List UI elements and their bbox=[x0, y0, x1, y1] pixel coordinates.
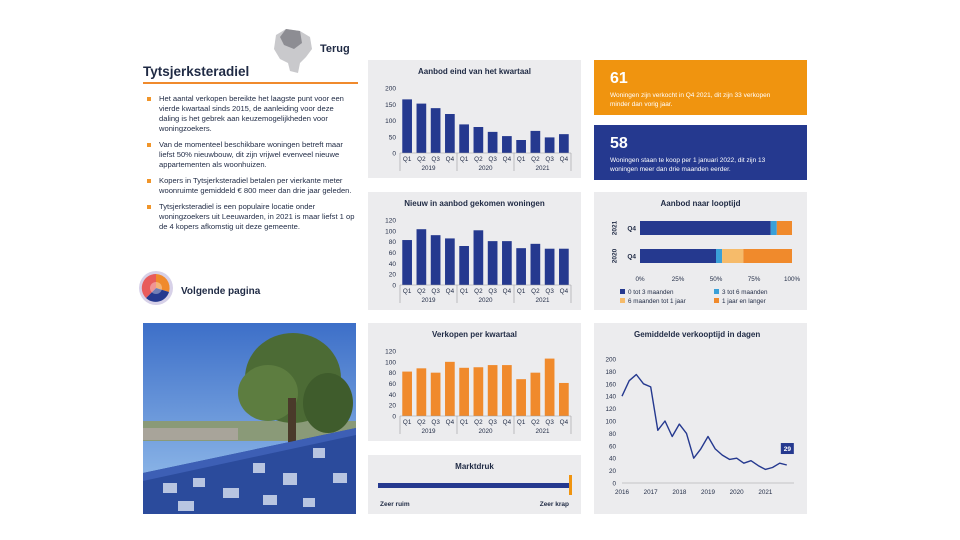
kpi-text: Woningen zijn verkocht in Q4 2021, dit zijn 33 verkopen minder dan vorig jaar. bbox=[610, 92, 771, 108]
bar bbox=[402, 240, 412, 285]
bar bbox=[417, 104, 427, 153]
kpi-sales-card bbox=[594, 60, 807, 115]
legend-swatch bbox=[714, 298, 719, 303]
stacked-bar-segment bbox=[722, 249, 743, 263]
bar bbox=[459, 246, 469, 285]
bar bbox=[402, 99, 412, 153]
x-tick-label: Q3 bbox=[545, 288, 554, 295]
x-tick-label: Q1 bbox=[402, 419, 412, 426]
y-tick-label: 60 bbox=[608, 443, 616, 451]
chart-title: Nieuw in aanbod gekomen woningen bbox=[404, 199, 545, 208]
y-tick-label: 200 bbox=[385, 85, 396, 93]
row-label: Q4 bbox=[627, 253, 636, 261]
year-label: 2021 bbox=[611, 220, 619, 236]
x-tick-label: Q3 bbox=[545, 419, 554, 426]
year-label: 2021 bbox=[535, 165, 550, 172]
municipality-map-icon[interactable] bbox=[270, 27, 316, 75]
chart-sale-time-panel bbox=[594, 323, 807, 514]
bar bbox=[502, 136, 512, 153]
x-tick-label: 2020 bbox=[729, 489, 744, 496]
bar bbox=[431, 373, 441, 416]
chart-sales-panel bbox=[368, 323, 581, 441]
y-tick-label: 140 bbox=[605, 393, 616, 401]
bar bbox=[474, 230, 484, 285]
x-tick-label: Q4 bbox=[559, 156, 569, 163]
x-tick-label: Q4 bbox=[445, 156, 455, 163]
title-underline bbox=[143, 82, 358, 84]
x-tick-label: Q3 bbox=[431, 288, 440, 295]
x-tick-label: 2017 bbox=[643, 489, 658, 496]
x-tick-label: Q2 bbox=[531, 419, 540, 426]
y-tick-label: 20 bbox=[388, 271, 396, 279]
bar bbox=[417, 368, 427, 416]
bar bbox=[445, 238, 455, 285]
stacked-bar-segment bbox=[777, 221, 792, 235]
bar bbox=[502, 241, 512, 285]
chart-title: Marktdruk bbox=[455, 462, 494, 471]
kpi-text: Woningen staan te koop per 1 januari 2022, dit zijn 13 woningen meer dan drie maanden eerder. bbox=[610, 157, 766, 173]
y-tick-label: 180 bbox=[605, 368, 616, 376]
bar bbox=[474, 127, 484, 153]
bar bbox=[516, 248, 526, 285]
bar bbox=[516, 379, 526, 416]
y-tick-label: 40 bbox=[388, 260, 396, 268]
x-tick-label: Q1 bbox=[459, 288, 469, 295]
chart-title: Aanbod eind van het kwartaal bbox=[418, 67, 531, 76]
x-tick-label: Q2 bbox=[531, 288, 540, 295]
gauge-track bbox=[378, 483, 571, 488]
chart-title: Aanbod naar looptijd bbox=[660, 199, 741, 208]
y-tick-label: 60 bbox=[388, 250, 396, 257]
bullet-item: Het aantal verkopen bereikte het laagste punt voor een vierde kwartaal sinds 2015, de aanleiding voor deze daling is het gebrek aan keuzemogelijkheden voor woningzoekers. bbox=[145, 94, 355, 134]
bar bbox=[502, 365, 512, 416]
gauge-right-label: Zeer krap bbox=[539, 501, 569, 508]
bar bbox=[474, 367, 484, 416]
duration-stacked-bar-chart bbox=[594, 192, 807, 310]
bar bbox=[559, 383, 569, 416]
y-tick-label: 120 bbox=[605, 406, 616, 414]
x-tick-label: Q1 bbox=[459, 419, 469, 426]
x-tick-label: Q1 bbox=[516, 419, 526, 426]
y-tick-label: 100 bbox=[385, 359, 396, 367]
year-label: 2021 bbox=[535, 297, 550, 304]
y-tick-label: 80 bbox=[388, 370, 396, 378]
x-tick-label: 2019 bbox=[700, 489, 716, 496]
x-tick-label: Q4 bbox=[445, 419, 455, 426]
next-page-icon[interactable] bbox=[138, 270, 178, 306]
year-label: 2020 bbox=[478, 297, 493, 304]
x-tick-label: Q3 bbox=[488, 419, 497, 426]
bar bbox=[488, 132, 498, 153]
legend-label: 0 tot 3 maanden bbox=[628, 289, 674, 296]
line-series bbox=[622, 375, 787, 470]
y-tick-label: 40 bbox=[388, 391, 396, 399]
y-tick-label: 100 bbox=[385, 228, 396, 236]
bar bbox=[417, 229, 427, 285]
y-tick-label: 0 bbox=[612, 480, 616, 488]
x-tick-label: Q1 bbox=[516, 156, 526, 163]
stacked-bar-segment bbox=[640, 249, 716, 263]
bar bbox=[516, 140, 526, 153]
x-tick-label: Q2 bbox=[474, 419, 483, 426]
x-tick-label: Q2 bbox=[474, 156, 483, 163]
chart-title: Gemiddelde verkooptijd in dagen bbox=[634, 330, 761, 339]
x-tick-label: 100% bbox=[783, 276, 801, 283]
bar bbox=[445, 114, 455, 153]
x-tick-label: Q2 bbox=[417, 419, 426, 426]
x-tick-label: Q4 bbox=[559, 419, 569, 426]
legend-swatch bbox=[714, 289, 719, 294]
bullet-item: Van de momenteel beschikbare woningen betreft maar liefst 50% nieuwbouw, dit zijn vrijwel evenveel nieuwe appartementen als woonhuizen. bbox=[145, 140, 355, 170]
x-tick-label: 50% bbox=[709, 276, 723, 283]
x-tick-label: Q1 bbox=[459, 156, 469, 163]
year-label: 2020 bbox=[478, 165, 493, 172]
bar bbox=[402, 372, 412, 416]
y-tick-label: 60 bbox=[388, 381, 396, 388]
year-label: 2021 bbox=[535, 428, 550, 435]
y-tick-label: 200 bbox=[605, 356, 616, 364]
x-tick-label: Q4 bbox=[502, 288, 512, 295]
sale-time-line-chart bbox=[594, 323, 807, 514]
legend-label: 6 maanden tot 1 jaar bbox=[628, 298, 686, 305]
x-tick-label: Q1 bbox=[402, 156, 412, 163]
market-pressure-panel bbox=[368, 455, 581, 514]
x-tick-label: Q3 bbox=[431, 419, 440, 426]
y-tick-label: 20 bbox=[388, 402, 396, 410]
sales-bar-chart bbox=[368, 323, 581, 441]
legend-label: 3 tot 6 maanden bbox=[722, 289, 768, 296]
stacked-bar-segment bbox=[716, 249, 722, 263]
y-tick-label: 20 bbox=[608, 468, 616, 476]
legend-swatch bbox=[620, 298, 625, 303]
last-value-label: 29 bbox=[783, 446, 791, 454]
page-title: Tytsjerksteradiel bbox=[143, 64, 250, 79]
x-tick-label: 75% bbox=[747, 276, 761, 283]
x-tick-label: Q3 bbox=[545, 156, 554, 163]
y-tick-label: 0 bbox=[392, 150, 396, 158]
y-tick-label: 80 bbox=[388, 239, 396, 247]
bullet-item: Tytsjerksteradiel is een populaire locatie onder woningzoekers uit Leeuwarden, in 2021 is maar liefst 1 op de 4 kopers afkomstig uit deze gemeente. bbox=[145, 202, 355, 232]
chart-title: Verkopen per kwartaal bbox=[432, 330, 517, 339]
year-label: 2019 bbox=[421, 428, 436, 435]
x-tick-label: 2016 bbox=[614, 489, 630, 496]
bar bbox=[545, 359, 555, 416]
y-tick-label: 80 bbox=[608, 430, 616, 438]
x-tick-label: Q2 bbox=[474, 288, 483, 295]
chart-duration-panel bbox=[594, 192, 807, 310]
bar bbox=[559, 249, 569, 285]
stacked-bar-segment bbox=[743, 249, 792, 263]
landscape-photo bbox=[143, 323, 356, 514]
supply-bar-chart bbox=[368, 60, 581, 178]
x-tick-label: 2018 bbox=[672, 489, 687, 496]
x-tick-label: 2021 bbox=[758, 489, 773, 496]
bar bbox=[431, 235, 441, 285]
bar bbox=[459, 368, 469, 416]
year-label: 2019 bbox=[421, 297, 436, 304]
bar bbox=[488, 365, 498, 416]
y-tick-label: 50 bbox=[388, 134, 396, 142]
x-tick-label: Q3 bbox=[431, 156, 440, 163]
y-tick-label: 40 bbox=[608, 455, 616, 463]
bar bbox=[545, 249, 555, 285]
chart-supply-panel bbox=[368, 60, 581, 178]
kpi-supply-card bbox=[594, 125, 807, 180]
year-label: 2020 bbox=[478, 428, 493, 435]
bar bbox=[459, 124, 469, 153]
x-tick-label: Q4 bbox=[502, 156, 512, 163]
bar bbox=[431, 108, 441, 153]
x-tick-label: Q2 bbox=[417, 288, 426, 295]
x-tick-label: Q1 bbox=[402, 288, 412, 295]
bar bbox=[488, 241, 498, 285]
y-tick-label: 0 bbox=[392, 413, 396, 421]
gauge-left-label: Zeer ruim bbox=[380, 501, 410, 508]
x-tick-label: 0% bbox=[635, 276, 645, 283]
bullet-item: Kopers in Tytsjerksteradiel betalen per vierkante meter woonruimte gemiddeld € 800 meer dan drie jaar geleden. bbox=[145, 176, 355, 196]
bar bbox=[445, 362, 455, 416]
x-tick-label: Q4 bbox=[559, 288, 569, 295]
year-label: 2019 bbox=[421, 165, 436, 172]
kpi-value: 61 bbox=[610, 70, 628, 87]
legend-label: 1 jaar en langer bbox=[722, 298, 766, 305]
x-tick-label: Q2 bbox=[531, 156, 540, 163]
y-tick-label: 120 bbox=[385, 348, 396, 356]
y-tick-label: 100 bbox=[605, 418, 616, 426]
stacked-bar-segment bbox=[771, 221, 777, 235]
y-tick-label: 160 bbox=[605, 381, 616, 389]
chart-new-listings-panel bbox=[368, 192, 581, 310]
x-tick-label: 25% bbox=[671, 276, 685, 283]
back-button[interactable]: Terug bbox=[320, 43, 350, 55]
new-listings-bar-chart bbox=[368, 192, 581, 310]
legend-swatch bbox=[620, 289, 625, 294]
kpi-value: 58 bbox=[610, 135, 628, 152]
x-tick-label: Q3 bbox=[488, 156, 497, 163]
bar bbox=[531, 131, 541, 153]
next-page-button[interactable]: Volgende pagina bbox=[181, 286, 261, 297]
stacked-bar-segment bbox=[640, 221, 771, 235]
bar bbox=[531, 373, 541, 416]
x-tick-label: Q4 bbox=[502, 419, 512, 426]
y-tick-label: 100 bbox=[385, 118, 396, 125]
row-label: Q4 bbox=[627, 225, 636, 233]
x-tick-label: Q2 bbox=[417, 156, 426, 163]
bar bbox=[545, 137, 555, 153]
bar bbox=[531, 244, 541, 285]
year-label: 2020 bbox=[611, 248, 619, 264]
y-tick-label: 120 bbox=[385, 217, 396, 225]
x-tick-label: Q1 bbox=[516, 288, 526, 295]
bullet-list bbox=[145, 94, 355, 238]
bar bbox=[559, 134, 569, 153]
y-tick-label: 0 bbox=[392, 282, 396, 290]
gauge-marker bbox=[569, 475, 572, 495]
x-tick-label: Q3 bbox=[488, 288, 497, 295]
x-tick-label: Q4 bbox=[445, 288, 455, 295]
y-tick-label: 150 bbox=[385, 101, 396, 109]
